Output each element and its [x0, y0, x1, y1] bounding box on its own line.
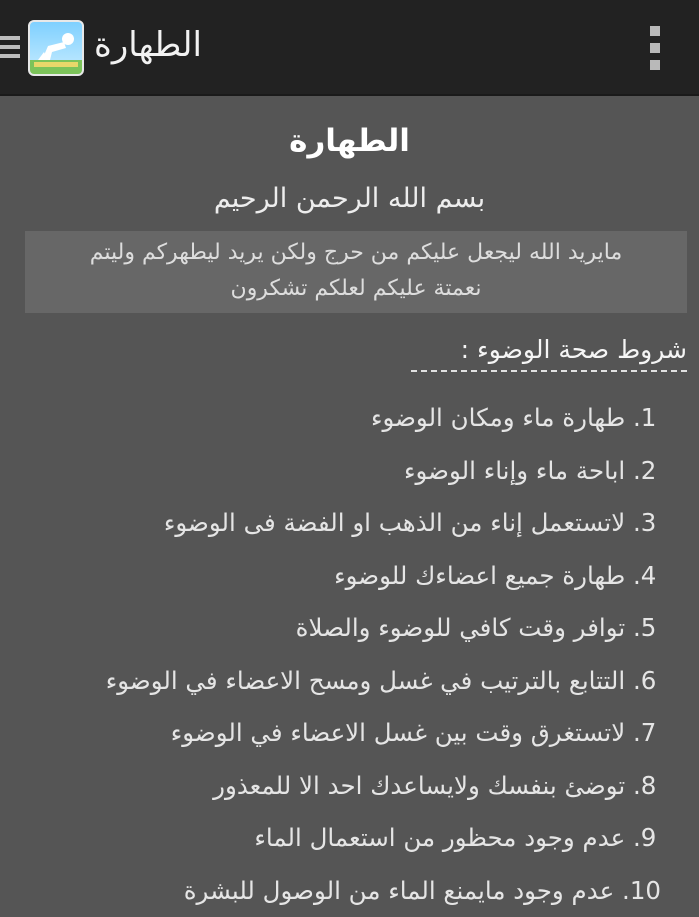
item-number: 4. — [633, 550, 661, 602]
list-item — [1, 812, 661, 865]
verse-line-1: مايريد الله ليجعل عليكم من حرج ولكن يريد ليطهركم وليتم — [31, 235, 681, 271]
list-item — [1, 497, 661, 550]
item-text: التتابع بالترتيب في غسل ومسح الاعضاء في الوضوء — [106, 666, 625, 695]
item-number: 3. — [633, 497, 661, 549]
page-heading: الطهارة — [0, 120, 699, 162]
item-text: طهارة ماء ومكان الوضوء — [371, 403, 625, 432]
item-number: 8. — [633, 760, 661, 812]
quran-verse-box — [25, 231, 687, 313]
item-number: 1. — [633, 392, 661, 444]
list-item — [1, 760, 661, 813]
item-number: 6. — [633, 655, 661, 707]
action-bar — [0, 0, 699, 96]
item-text: توضئ بنفسك ولايساعدك احد الا للمعذور — [213, 771, 625, 800]
item-text: اباحة ماء وإناء الوضوء — [404, 456, 625, 485]
praying-person-icon — [28, 20, 84, 76]
item-text: عدم وجود مايمنع الماء من الوصول للبشرة — [184, 876, 615, 905]
section-title: شروط صحة الوضوء : — [27, 332, 687, 368]
item-text: عدم وجود محظور من استعمال الماء — [254, 823, 625, 852]
list-item — [1, 707, 661, 760]
item-number: 10. — [622, 865, 661, 917]
verse-line-2: نعمتة عليكم لعلكم تشكرون — [31, 271, 681, 307]
up-navigation[interactable] — [0, 20, 98, 76]
list-item — [1, 445, 661, 498]
app-title: الطهارة — [94, 22, 224, 68]
item-text: توافر وقت كافي للوضوء والصلاة — [296, 613, 626, 642]
bismillah-text: بسم الله الرحمن الرحيم — [0, 180, 699, 218]
item-number: 7. — [633, 707, 661, 759]
list-item — [1, 602, 661, 655]
drawer-indicator-icon — [0, 36, 20, 58]
dashed-divider — [411, 370, 687, 372]
article-content — [0, 96, 699, 900]
item-text: طهارة جميع اعضاءك للوضوء — [334, 561, 625, 590]
item-number: 9. — [633, 812, 661, 864]
item-number: 2. — [633, 445, 661, 497]
item-text: لاتستغرق وقت بين غسل الاعضاء في الوضوء — [171, 718, 625, 747]
conditions-list — [1, 392, 661, 917]
list-item — [1, 655, 661, 708]
overflow-menu-icon[interactable] — [644, 26, 668, 72]
list-item — [1, 865, 661, 917]
list-item — [1, 550, 661, 603]
item-number: 5. — [633, 602, 661, 654]
list-item — [1, 392, 661, 445]
item-text: لاتستعمل إناء من الذهب او الفضة فى الوضوء — [164, 508, 625, 537]
